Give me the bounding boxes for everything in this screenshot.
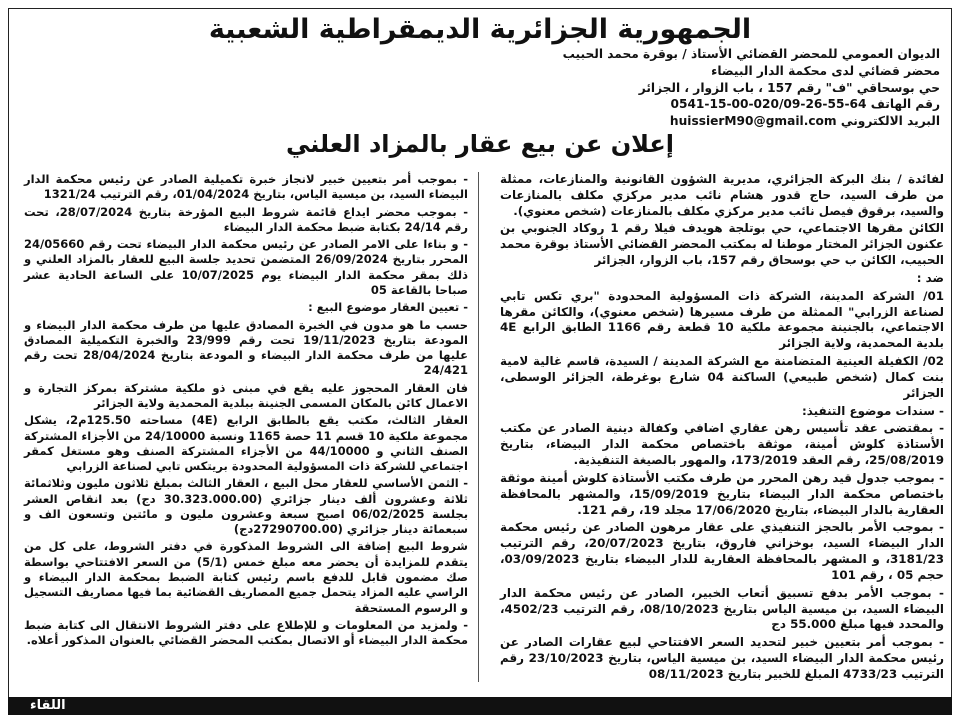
paragraph: حسب ما هو مدون في الخبرة المصادق عليها من طرف محكمة الدار البيضاء و المودعة بتاريخ 19/11/2023 تحت رقم 23/999 والخبرة التكميلية المصادق عليها من طرف محكمة الدار البيضاء و المودعة بتاريخ 28/04/2024 تحت رقم 24/421: [24, 317, 468, 378]
paragraph: - بموجب الأمر بالحجز التنفيذي على عقار مرهون الصادر عن رئيس محكمة الدار البيضاء السيد، بوخزاني فاروق، بتاريخ 20/07/2023، رقم الترتيب 3181/23، و المشهر بالمحافظة العقارية للدار البيضاء بتاريخ 03/09/2023، حجم 05 ، رقم 101: [500, 520, 945, 582]
paragraph: - بموجب أمر بتعيين خبير لتحديد السعر الافتتاحي لبيع عقارات الصادر عن رئيس محكمة الدار البيضاء السيد، بن ميسية الياس، بتاريخ 23/10/2023 رقم الترتيب 4733/23 المبلغ للخبير بتاريخ 08/11/2023: [500, 635, 944, 681]
paragraph: شروط البيع إضافة الى الشروط المذكورة في دفتر الشروط، على كل من يتقدم للمزايدة أن يحضر معه مبلغ خمس (5/1) من السعر الافتتاحي بواسطة صك مضمون قابل للدفع باسم رئيس كتابة الضبط بمحكمة الدار البيضاء و الراسي عليه المزاد يتحمل جميع المصاريف القضائية بما فيها مصاريف التسجيل و الرسوم المستحقة: [24, 539, 468, 615]
republic-title: الجمهورية الجزائرية الديمقراطية الشعبية: [208, 14, 752, 45]
bailiff-office-block: [380, 46, 940, 130]
bailiff-line: رقم الهاتف 64-55-26-020/09-00-15-0541: [670, 97, 940, 112]
bailiff-line: محضر قضائي لدى محكمة الدار البيضاء: [711, 63, 940, 78]
email-label: البريد الالكتروني: [840, 114, 940, 129]
paragraph: - بموجب محضر ايداع قائمة شروط البيع المؤرخة بتاريخ 28/07/2024، تحت رقم 24/14 بكتابة ضبط محكمة الدار البيضاء: [24, 204, 468, 234]
paragraph: - ولمزيد من المعلومات و للإطلاع على دفتر الشروط الانتقال الى كتابة ضبط محكمة الدار البيضاء أو الاتصال بمكتب المحضر القضائي بالعنوان المذكور أعلاه.: [24, 617, 468, 648]
paragraph: 02/ الكفيلة العينية المتضامنة مع الشركة المدينة / السيدة، قاسم غالية لامية بنت كمال (شخص طبيعي) الساكنة 04 شارع بوغرطة، الجزائر الوسطى، الجزائر: [500, 354, 944, 400]
column-divider: [478, 172, 479, 682]
publication-tag: اللقاء: [16, 697, 80, 715]
paragraph: - بموجب الأمر بدفع تسبيق أتعاب الخبير، الصادر عن رئيس محكمة الدار البيضاء السيد، بن ميسية الياس بتاريخ 08/10/2023، رقم الترتيب 4502/23، والمحدد فيها مبلغ 55.000 دج: [500, 585, 945, 632]
email-address: huissierM90@gmail.com: [669, 114, 837, 129]
paragraph: 01/ الشركة المدينة، الشركة ذات المسؤولية المحدودة "بري تكس تابي لصناعة الزرابي" الممثلة من طرف مسيرها (شخص معنوي)، والكائن مقرها الاجتماعي، بالجنينة مجموعة ملكية 10 قطعة رقم 1166 الطابق الرابع 4E بلدية المحمدية، ولاية الجزائر: [500, 288, 945, 351]
bailiff-line: حي بوسحاقي "ف" رقم 157 ، باب الزوار ، الجزائر: [638, 80, 940, 95]
notice-title: إعلان عن بيع عقار بالمزاد العلني: [285, 130, 675, 158]
paragraph: العقار الثالث، مكتب يقع بالطابق الرابع (4E) مساحته 125.50م2، يشكل مجموعة ملكية 10 قسم 11 حصة 1165 ونسبة 24/10000 من الأجزاء المشتركة الصنف الثاني و 44/10000 من الأجزاء المشتركة الصنف وهو مستغل كمقر اجتماعي للشركة ذات المسؤولية المحدودة بريتكس تابي لصناعة الزرابي: [24, 413, 469, 474]
paragraph: الكائن مقرها الاجتماعي، حي بوتلجة هويدف فيلا رقم 1 روكاد الجنوبي بن عكنون الجزائر المختار موطنا له بمكتب المحضر القضائي الأستاذ بوقرة محمد الحبيب، الكائن ب حي بوسحاق رقم 157، باب الزوار، الجزائر: [500, 221, 944, 268]
bailiff-line: الديوان العمومي للمحضر القضائي الأستاذ / بوقرة محمد الحبيب: [562, 47, 940, 61]
paragraph: ضد :: [916, 270, 944, 285]
paragraph: لفائدة / بنك البركة الجزائري، مديرية الشؤون القانونية والمنازعات، ممثلة من طرف السيد، حاج قدور هشام نائب مدير مركزي مكلف بالمنازعات والسيد، برقوق فيصل نائب مدير مركزي مكلف بالمنازعات (شخص معنوي).: [500, 172, 944, 218]
paragraph: فان العقار المحجوز عليه يقع في مبنى ذو ملكية مشتركة بمركز التجارة و الاعمال كائن بالمكان المسمى الجنينة ببلدية المحمدية ولاية الجزائر: [24, 380, 468, 410]
publication-bar: [8, 697, 952, 715]
paragraph: - بموجب أمر بتعيين خبير لانجاز خبرة تكميلية الصادر عن رئيس محكمة الدار البيضاء السيد، بن ميسية الياس، بتاريخ 01/04/2024، رقم الترتيب 1321/24: [24, 172, 468, 202]
paragraph: - تعيين العقار موضوع البيع :: [308, 300, 468, 315]
paragraph: - و بناءا على الامر الصادر عن رئيس محكمة الدار البيضاء تحت رقم 24/05660 المحرر بتاريخ 26/09/2024 المتضمن تحديد جلسة البيع للعقار بالمزاد العلني و ذلك بمقر محكمة الدار البيضاء يوم 10/07/2025 على الساعة الحادية عشر صباحا بالقاعة 05: [24, 237, 468, 297]
email-line: [380, 113, 940, 130]
paragraph: - بمقتضى عقد تأسيس رهن عقاري اضافي وكفالة دينية الصادر عن مكتب الأستاذة كلوش أمينة، موثقة باختصاص محكمة الدار البيضاء، بتاريخ 25/08/2019، رقم العقد 173/2019، والمهور بالصيغة التنفيذية.: [500, 421, 944, 468]
paragraph: - بموجب جدول قيد رهن المحرر من طرف مكتب الأستاذة كلوش أمينة موثقة باختصاص محكمة الدار البيضاء بتاريخ 15/09/2019، والمشهر بالمحافظة العقارية بالدار البيضاء، بتاريخ 17/06/2020 مجلد 19، رقم 121.: [500, 470, 944, 517]
left-column: [24, 172, 468, 650]
paragraph: - الثمن الأساسي للعقار محل البيع ، العقار الثالث بمبلغ ثلاثون مليون وثلاثمائة ثلاثة وعشرون ألف دينار جزائري (30.323.000.00 دج) بعد انقاص العشر بجلسة 06/02/2025 اصبح سبعة وعشرون مليون و مائتين وتسعون الف و سبعمائة دينار جزائري (27290700.00دج): [24, 476, 469, 537]
paragraph: - سندات موضوع التنفيذ:: [802, 403, 944, 418]
right-column: [500, 172, 944, 685]
